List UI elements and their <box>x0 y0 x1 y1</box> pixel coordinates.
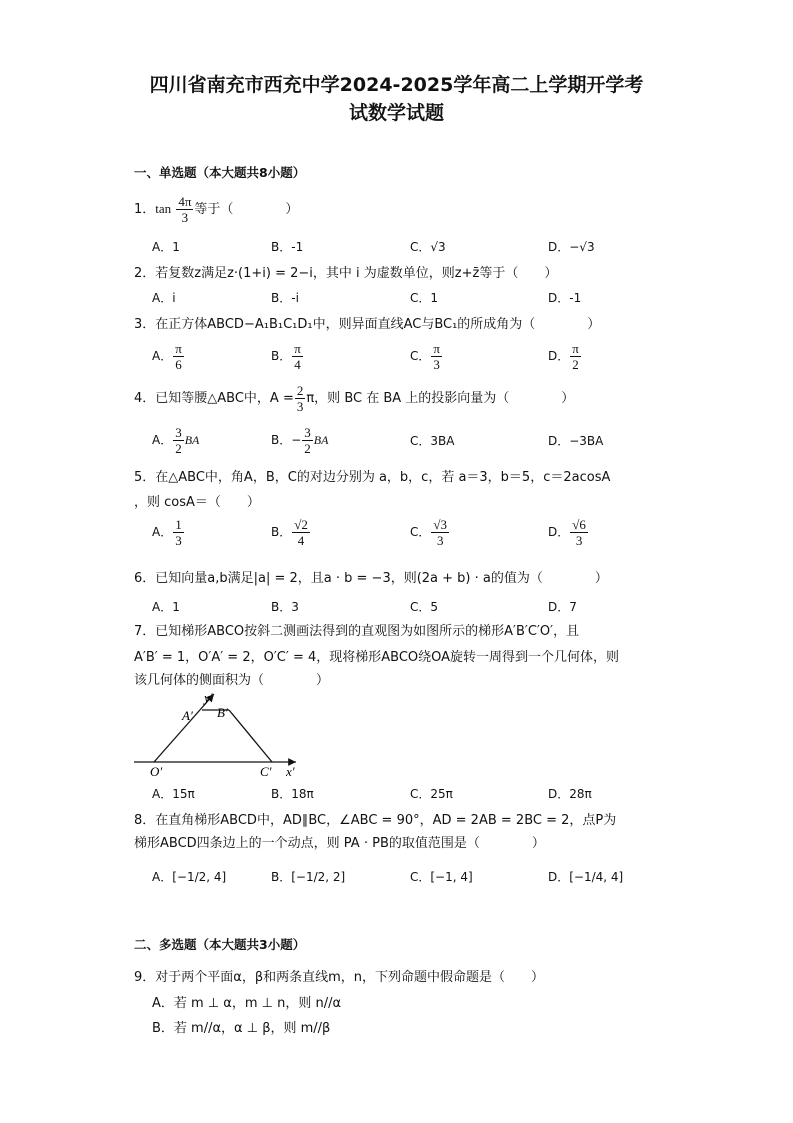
label-o: O′ <box>150 764 163 779</box>
q6-option-c: C．5 <box>410 600 439 614</box>
question-5-line1: 5．在△ABC中，角A，B，C的对边分别为 a，b，c，若 a＝3，b＝5，c＝2acosA <box>134 470 611 485</box>
q2-option-d: D．-1 <box>548 291 582 305</box>
edge-b-c <box>229 710 272 762</box>
question-2: 2．若复数z满足z·(1+i) = 2−i，其中 i 为虚数单位，则z+z̄等于（ ） <box>134 266 558 281</box>
q8-option-c: C．[−1, 4] <box>410 870 473 884</box>
q6-option-b: B．3 <box>271 600 299 614</box>
q4-option-a: A． $\frac{3}{2}$ BA <box>152 425 200 456</box>
q7-option-a: A．15π <box>152 787 195 801</box>
question-9: 9．对于两个平面α，β和两条直线m，n，下列命题中假命题是（ ） <box>134 970 545 985</box>
q5-option-d: D． $\frac{√6}{3}$ <box>548 517 586 548</box>
question-6: 6．已知向量a,b满足|a| = 2，且a · b = −3，则(2a + b) · a的值为（ ） <box>134 571 608 586</box>
section-single-choice: 一、单选题（本大题共8小题） <box>134 165 306 180</box>
question-4: 4．已知等腰△ABC中，A = $\frac{2}{3}$ π，则 BC 在 BA 上的投影向量为（ ） <box>134 383 575 414</box>
label-c: C′ <box>260 764 272 779</box>
q2-option-a: A．i <box>152 291 176 305</box>
label-a: A′ <box>182 708 193 723</box>
q1-option-c: C．√3 <box>410 240 446 254</box>
q2-option-b: B．-i <box>271 291 299 305</box>
q1-option-d: D．−√3 <box>548 240 595 254</box>
question-3: 3．在正方体ABCD−A₁B₁C₁D₁中，则异面直线AC与BC₁的所成角为（ ） <box>134 317 601 332</box>
q9-option-b: B．若 m//α，α ⊥ β，则 m//β <box>152 1021 331 1036</box>
q7-option-b: B．18π <box>271 787 314 801</box>
label-b: B′ <box>217 705 228 720</box>
q2-option-c: C．1 <box>410 291 439 305</box>
q3-option-d: D． $\frac{\pi}{2}$ <box>548 341 579 372</box>
q6-option-d: D．7 <box>548 600 577 614</box>
q8-option-b: B．[−1/2, 2] <box>271 870 346 884</box>
q4-option-c: C．3BA <box>410 434 455 448</box>
q8-option-d: D．[−1/4, 4] <box>548 870 624 884</box>
q3-option-a: A． $\frac{\pi}{6}$ <box>152 341 182 372</box>
section-multi-choice: 二、多选题（本大题共3小题） <box>134 937 306 952</box>
label-x: x′ <box>286 764 295 779</box>
q7-option-d: D．28π <box>548 787 592 801</box>
q1-tail: 等于（ ） <box>194 202 299 217</box>
q5-option-c: C． $\frac{√3}{3}$ <box>410 517 448 548</box>
q9-option-a: A．若 m ⊥ α，m ⊥ n，则 n//α <box>152 996 342 1011</box>
doc-title-line1: 四川省南充市西充中学2024-2025学年高二上学期开学考 <box>149 74 644 96</box>
question-5-line2: ，则 cosA＝（ ） <box>134 495 260 510</box>
question-7-line3: 该几何体的侧面积为（ ） <box>134 673 330 688</box>
question-1 <box>134 194 298 225</box>
q3-option-c: C． $\frac{\pi}{3}$ <box>410 341 440 372</box>
label-y: y′ <box>204 690 213 705</box>
q5-option-b: B． $\frac{√2}{4}$ <box>271 517 308 548</box>
q3-option-b: B． $\frac{\pi}{4}$ <box>271 341 301 372</box>
q7-trapezoid-figure <box>134 690 304 780</box>
q5-option-a: A． $\frac{1}{3}$ <box>152 517 182 548</box>
q7-option-c: C．25π <box>410 787 453 801</box>
q6-option-a: A．1 <box>152 600 180 614</box>
question-7-line1: 7．已知梯形ABCO按斜二测画法得到的直观图为如图所示的梯形A′B′C′O′，且 <box>134 624 580 639</box>
doc-title-line2: 试数学试题 <box>348 102 444 124</box>
q1-option-b: B．-1 <box>271 240 304 254</box>
question-7-line2: A′B′ = 1，O′A′ = 2，O′C′ = 4，现将梯形ABCO绕OA旋转一周得到一个几何体，则 <box>134 650 620 665</box>
q4-option-b: B．− $\frac{3}{2}$ BA <box>271 425 329 456</box>
q1-option-a: A．1 <box>152 240 180 254</box>
question-8-line2: 梯形ABCD四条边上的一个动点，则 PA · PB的取值范围是（ ） <box>134 836 545 851</box>
q1-fraction: $\frac{4\pi}{3}$ <box>178 194 192 225</box>
q1-func: tan <box>155 201 172 216</box>
q4-option-d: D．−3BA <box>548 434 604 448</box>
q1-number: 1． <box>134 202 156 217</box>
question-8-line1: 8．在直角梯形ABCD中，AD∥BC，∠ABC = 90°，AD = 2AB = 2BC = 2，点P为 <box>134 813 617 828</box>
q8-option-a: A．[−1/2, 4] <box>152 870 227 884</box>
